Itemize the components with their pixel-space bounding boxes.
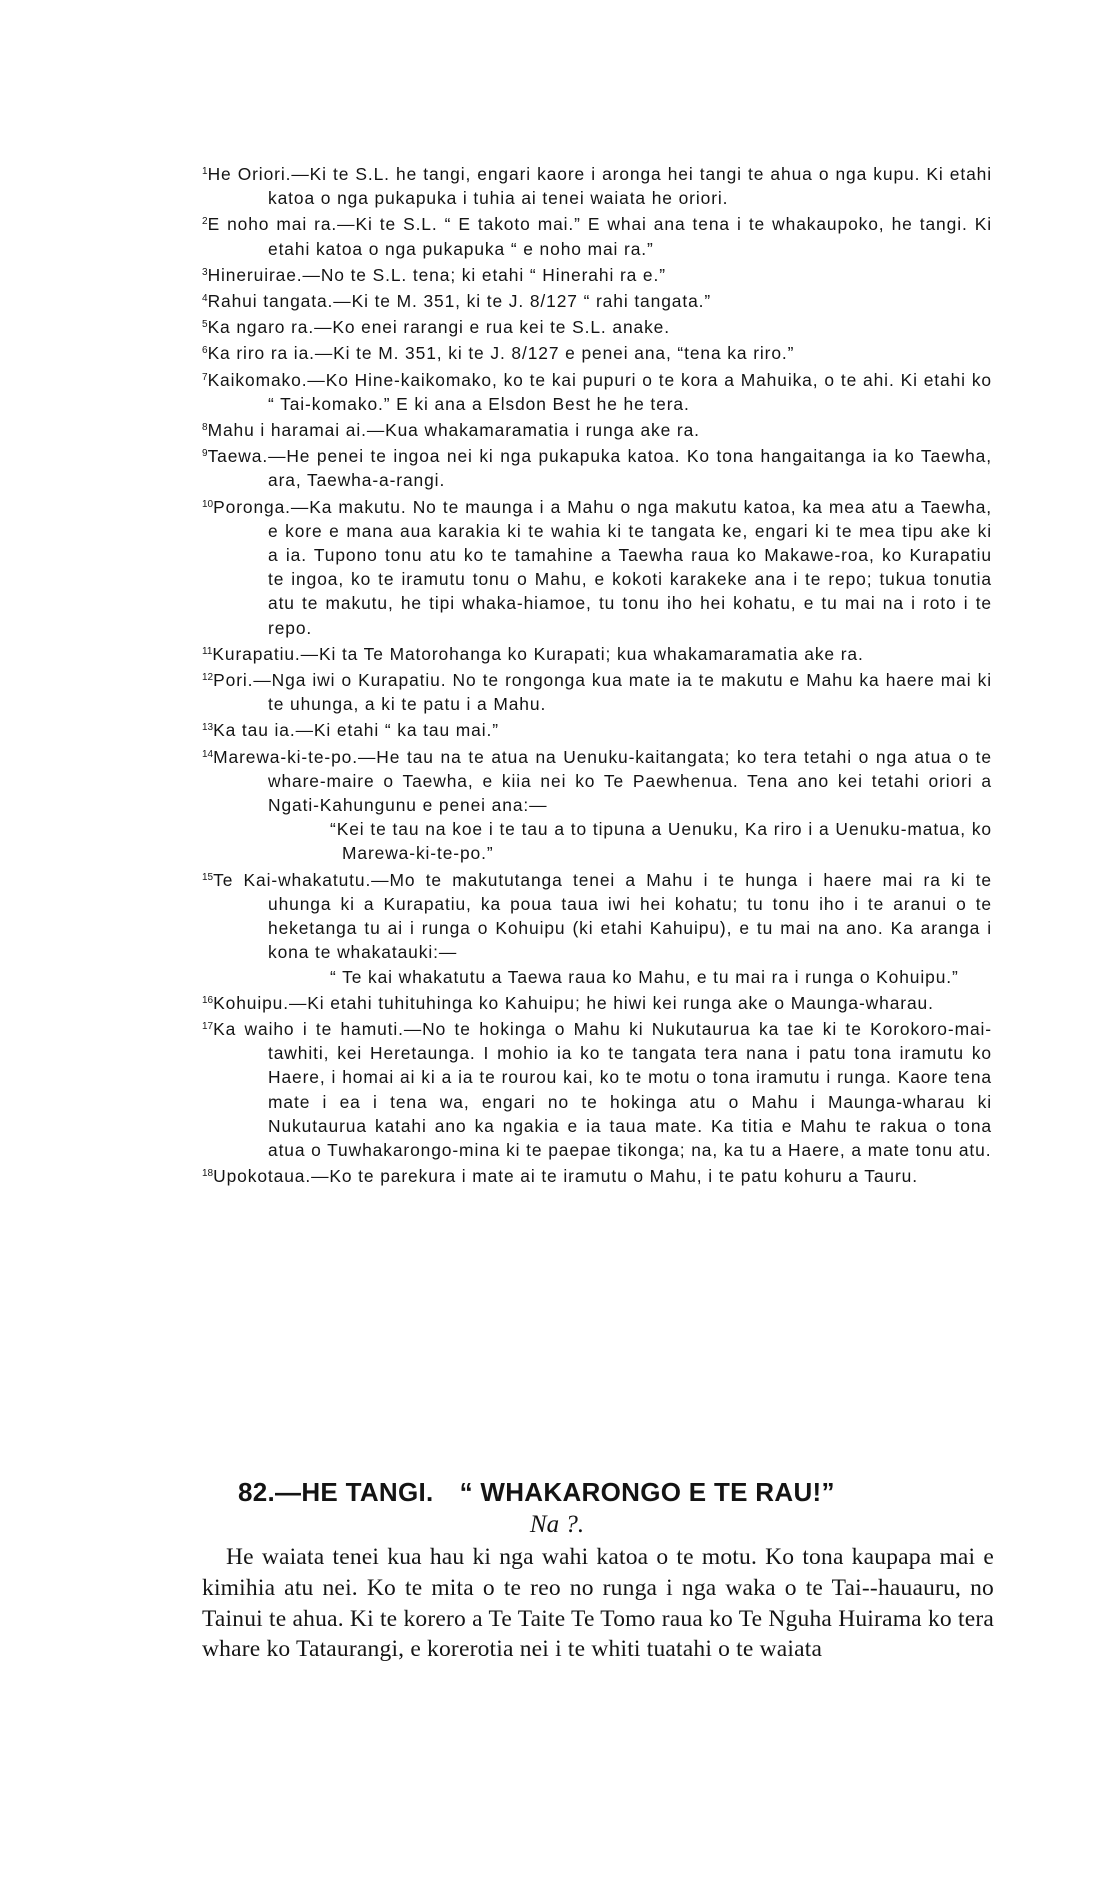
footnote — [202, 339, 992, 365]
footnote — [202, 210, 992, 260]
footnote — [202, 442, 992, 492]
footnote-text: Kaikomako.—Ko Hine-kaikomako, ko te kai pupuri o te kora a Mahuika, o te ahi. Ki etahi ko “ Tai-komako.” E ki ana a Elsdon Best he he tera. — [207, 369, 992, 414]
footnote — [202, 160, 992, 210]
footnote-number: 14 — [202, 748, 214, 760]
footnote-number: 4 — [202, 293, 208, 305]
composer-line: Na ?. — [529, 1511, 585, 1538]
footnote — [202, 313, 992, 339]
footnote-number: 10 — [202, 498, 214, 510]
footnote-number: 1 — [202, 166, 208, 177]
footnote-number: 12 — [202, 672, 214, 684]
footnote-text: Te Kai-whakatutu.—Mo te makututanga tenei a Mahu i te hunga i haere mai ra ki te uhunga ki a Kurapatiu, ka poua taua iwi hei kohatu; tu tonu iho i te aranui o te heketanga tu ai i runga o Kohuipu (ki etahi Kahuipu), e tu mai na ano. Ka aranga i kona te whakatauki:— — [213, 869, 992, 963]
footnote-text: Ka tau ia.—Ki etahi “ ka tau mai.” — [213, 720, 499, 741]
footnote — [202, 989, 992, 1015]
footnote — [202, 416, 992, 442]
footnote-number: 3 — [202, 266, 208, 278]
footnote-text: Taewa.—He penei te ingoa nei ki nga pukapuka katoa. Ko tona hangaitanga ia ko Taewha, ara, Taewha-a-rangi. — [207, 446, 992, 491]
footnote — [202, 866, 992, 965]
footnote-number: 7 — [202, 371, 208, 383]
footnote-number: 11 — [202, 645, 213, 657]
song-number: 82.—HE TANGI. — [238, 1477, 434, 1507]
footnote-text: Ka riro ra ia.—Ki te M. 351, ki te J. 8/127 e penei ana, “tena ka riro.” — [207, 343, 795, 364]
footnote-number: 5 — [202, 319, 208, 331]
footnote — [202, 261, 992, 287]
footnote-text: Upokotaua.—Ko te parekura i mate ai te iramutu o Mahu, i te patu kohuru a Tauru. — [213, 1166, 918, 1187]
footnotes-section — [202, 160, 992, 1188]
footnote-number: 17 — [202, 1020, 214, 1032]
footnote — [202, 366, 992, 416]
footnote-text: E noho mai ra.—Ki te S.L. “ E takoto mai.” E whai ana tena i te whakaupoko, he tangi. Ki etahi katoa o nga pukapuka “ e noho mai ra.” — [207, 214, 992, 259]
footnote-text: He Oriori.—Ki te S.L. he tangi, engari kaore i aronga hei tangi te ahua o nga kupu. Ki etahi katoa o nga pukapuka i tuhia ai tenei waiata he oriori. — [207, 164, 992, 209]
footnote — [202, 666, 992, 716]
footnote-text: Ka ngaro ra.—Ko enei rarangi e rua kei te S.L. anake. — [207, 317, 670, 338]
footnote-text: Marewa-ki-te-po.—He tau na te atua na Uenuku-kaitangata; ko tera tetahi o nga atua o te whare-maire o Taewha, e kiia nei ko Te Paewhenua. Tena ano kei tetahi oriori a Ngati-Kahungunu e penei ana:— — [213, 746, 992, 816]
footnote-number: 13 — [202, 722, 214, 734]
footnote-text: Pori.—Nga iwi o Kurapatiu. No te rongonga kua mate ia te makutu e Mahu ka haere mai ki te uhunga, a ki te patu i a Mahu. — [213, 670, 992, 715]
footnote-number: 18 — [202, 1168, 214, 1180]
footnote-number: 15 — [202, 871, 214, 883]
footnote-text: Ka waiho i te hamuti.—No te hokinga o Mahu ki Nukutaurua ka tae ki te Korokoro-mai-tawhiti, kei Heretaunga. I mohio ia ko te tangata tera nana i patu tona iramutu ko Haere, i homai ai ki a ia te rourou kai, ko te motu o tona iramutu i runga. Kaore tena mate i ea i tena wa, engari no te hokinga atu o Mahu i Maunga-wharau ki Nukutaurua katahi ano ka ngakia e ia taua mate. Ka titia e Mahu te rakua o tona atua o Tuwhakarongo-mina ki te paepae tikonga; na, ka tu a Haere, a mate tonu atu. — [213, 1018, 992, 1160]
footnote — [202, 743, 992, 818]
song-title — [238, 1477, 998, 1507]
footnote-text: Hineruirae.—No te S.L. tena; ki etahi “ Hinerahi ra e.” — [207, 264, 666, 285]
footnote-quote: “ Te kai whakatutu a Taewa raua ko Mahu, e tu mai ra i runga o Kohuipu.” — [330, 966, 959, 987]
footnote-number: 2 — [202, 216, 208, 228]
footnote — [202, 640, 992, 666]
footnote-text: Mahu i haramai ai.—Kua whakamaramatia i runga ake ra. — [207, 420, 700, 441]
footnote-text: Kohuipu.—Ki etahi tuhituhinga ko Kahuipu; he hiwi kei runga ake o Maunga-wharau. — [213, 992, 934, 1013]
footnote-text: Poronga.—Ka makutu. No te maunga i a Mahu o nga makutu katoa, ka mea atu a Taewha, e kore e mana aua karakia ki te wahia ki te tangata ke, engari ki te mea tipu ake ki a ia. Tupono tonu atu ko te tamahine a Taewha raua ko Makawe-roa, ko Kurapatiu te ingoa, ko te iramutu tonu o Mahu, e kokoti karakeke ana i te repo; tukua tonutia atu te makutu, he tipi whaka-hiamoe, tu tonu iho hei kohatu, e tu mai na i roto i te repo. — [213, 496, 992, 638]
song-name: “ WHAKARONGO E TE RAU!” — [459, 1477, 835, 1507]
footnote-quote: “Kei te tau na koe i te tau a to tipuna a Uenuku, Ka riro i a Uenuku-matua, ko Marewa-ki-te-po.” — [330, 819, 992, 864]
footnote — [202, 716, 992, 742]
footnote-number: 16 — [202, 994, 214, 1006]
footnote-text: Rahui tangata.—Ki te M. 351, ki te J. 8/127 “ rahi tangata.” — [207, 291, 712, 312]
footnote — [202, 1015, 992, 1162]
footnote-number: 9 — [202, 448, 208, 460]
footnote-text: Kurapatiu.—Ki ta Te Matorohanga ko Kurapati; kua whakamaramatia ake ra. — [212, 643, 864, 664]
footnote-number: 6 — [202, 345, 208, 357]
footnote — [202, 493, 992, 640]
footnote-number: 8 — [202, 422, 208, 434]
song-introduction: He waiata tenei kua hau ki nga wahi katoa o te motu. Ko tona kaupapa mai e kimihia atu nei. Ko te mita o te reo no runga i nga waka o te Tai--hauauru, no Tainui te ahua. Ki te korero a Te Taite Te Tomo raua ko Te Nguha Huirama ko tera whare ko Tataurangi, e korerotia nei i te whiti tuatahi o te waiata — [202, 1544, 994, 1663]
footnote — [202, 287, 992, 313]
footnote — [202, 1162, 992, 1188]
